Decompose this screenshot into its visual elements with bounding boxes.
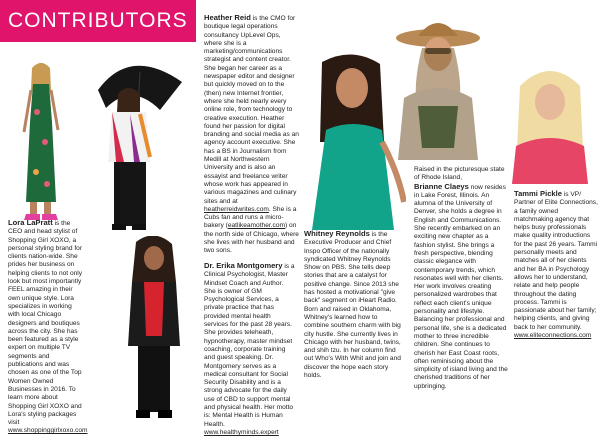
erika-jacket-photo [120,236,188,422]
tammi-website-link[interactable]: www.eliteconnections.com [514,332,592,340]
lora-website-link[interactable]: www.shoppinggirlxoxo.com [8,427,88,435]
brianne-bio: Raised in the picturesque state of Rhode Island, Brianne Claeys now resides in Lake Forest, Illinois. An alumna of the University of Denver, she holds a degree in English and Communications. She recently embarked on an exciting new chapter as a fashion stylist. She brings a fresh perspective, blending classic elegance with contemporary trends, which resonates well with her clients. Her work involves creating personalized wardrobes that reflect each client's unique personality and lifestyle. Balancing her professional and personal life, she is a dedicated mother to three incredible children. She continues to cherish her East Coast roots, often reminiscing about the simplicity of island living and the cherished traditions of her upbringing. [414,166,508,390]
whitney-name: Whitney Reynolds [304,229,370,238]
erika-bio: Dr. Erika Montgomery is a Clinical Psychologist, Master Mindset Coach and Author. She is owner of GM Psychological Services, a private practice that has provided mental health services for the past 28 years. She provides teleheath, hypnotherapy, master mindset coaching, corporate training and guest speaking. Dr. Montgomery serves as a medical consultant for Social Security Disability and is a strong advocate for the daily use of CBD to support mental and physical health. Her motto is: Mental Health is Human Health. www.healthyminds.expert [204,261,295,436]
lora-photo [18,62,64,220]
brianne-name: Brianne Claeys [414,181,469,191]
tammi-bio: Tammi Pickle is VP/ Partner of Elite Connections, a family owned matchmaking agency that helps busy professionals make quality introductions for the past 26 years. Tammi personally meets and matches all of her clients and her BA in Psychology allows her to understand, relate and help people throughout the dating process. Tammi is passionate about her family; helping clients, and giving back to her community. www.eliteconnections.com [514,189,598,340]
brianne-photo [388,8,488,160]
lora-bio: Lora LaPratt is the CEO and head stylist of Shopping Girl XOXO, a personal styling brand for clients nation-wide. She prides her business on helping clients to not only look but most importantly FEEL amazing in their own unique style. Lora specializes in working with local Chicago designers and boutiques across the city. She has been featured as a style expert on multiple TV segments and publications and was chosen as one of the Top Women Owned Businesses in 2016. To learn more about Shopping Girl XOXO and Lora's styling packages visit www.shoppinggirlxoxo.com [8,218,88,435]
heather-bakery-link[interactable]: eatlikeamother.com [227,222,286,230]
lora-name: Lora LaPratt [8,218,53,227]
section-banner [0,0,196,42]
heather-name: Heather Reid [204,13,251,22]
tammi-photo [508,66,592,184]
erika-umbrella-photo [90,52,188,232]
page-title: CONTRIBUTORS [8,9,188,32]
erika-name: Dr. Erika Montgomery [204,261,283,270]
heather-website-link[interactable]: heatherreidwrites.com [204,205,269,213]
tammi-name: Tammi Pickle [514,189,562,198]
whitney-bio: Whitney Reynolds is the Executive Producer and Chief Inspo Officer of the nationally syndicated Whitney Reynolds Show on PBS. She tells deep stories that are a catalyst for positive change. Since 2013 she has hosted a motivational "give back" segment on iHeart Radio. Born and raised in Oklahoma, Whitney's learned how to combine southern charm with big city hustle. She currently lives in Chicago with her husband, twins, and shih tzu. In her column find out Who's With Whit and join and discover the hope each story holds. [304,229,401,380]
heather-bio: Heather Reid is the CMO for boutique legal operations consultancy UpLevel Ops, where she is a marketing/communications strategist and content creator. She began her career as a newspaper editor and designer but quickly moved on to the (then) new Internet frontier, where she held nearly every online role, from technology to creative execution. Heather found her passion for digital branding and social media as an agency account executive. She has a BS in Journalism from Medill at Northwestern University and is also an essayist and freelance writer whose work has appeared in various magazines and culinary sites and at heatherreidwrites.com. She is a Cubs fan and runs a micro-bakery (eatlikeamother.com) on the north side of Chicago, where she lives with her husband and two sons. [204,13,299,255]
erika-website-link[interactable]: www.healthyminds.expert [204,428,279,436]
